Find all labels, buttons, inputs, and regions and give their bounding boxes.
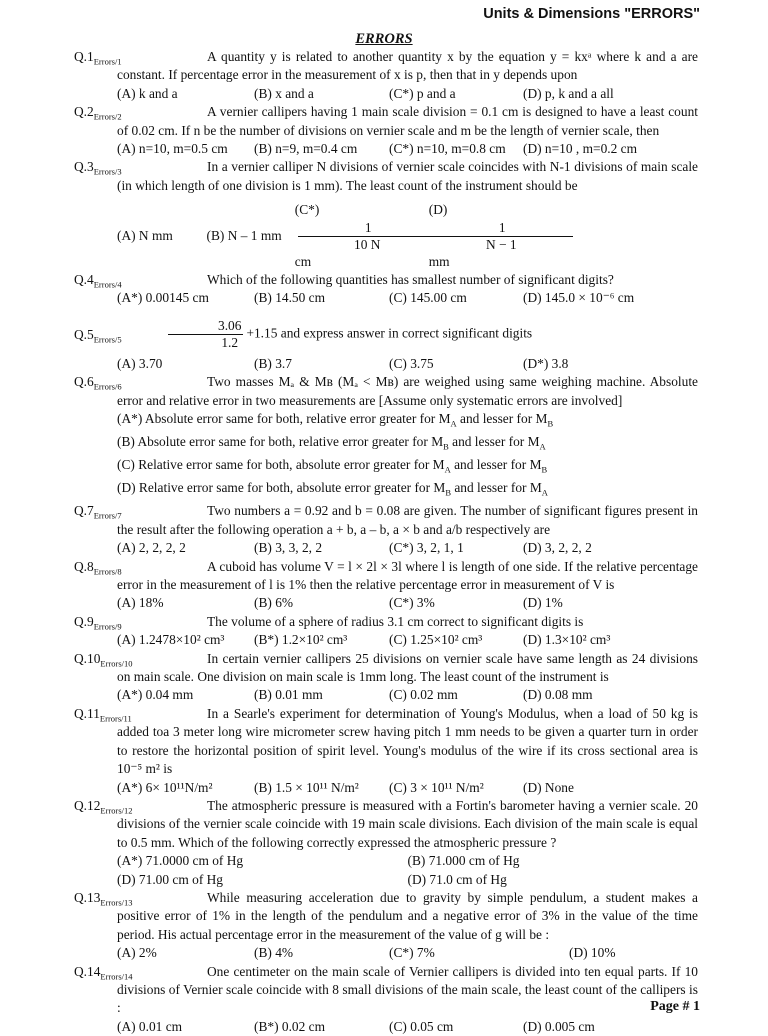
option-b: (B) n=9, m=0.4 cm	[254, 141, 358, 157]
option-d: (D) Relative error same for both, absolute error greater for $M_B$ and lesser for $M_A$	[117, 480, 548, 498]
option-d: (D) 1%	[523, 595, 563, 611]
option-c: (C*) 7%	[389, 945, 435, 961]
question-7	[74, 502, 698, 557]
option-c: (C) 1.25×10² cm³	[389, 632, 483, 648]
option-c: (C) 3.75	[389, 355, 434, 371]
option-d: (D) $\frac{1}{N - 1}$ mm	[429, 201, 698, 271]
question-stem: A vernier callipers having 1 main scale division = 0.1 cm is designed to have a least count of 0.02 cm. If n be the number of divisions on vernier scale and m be the length of vernier scale, then	[117, 104, 698, 138]
question-stem: A cuboid has volume V = l × 2l × 3l where l is length of one side. If the relative percentage error in the measurement of l is 1% then the relative percentage error in measurement of V is	[117, 558, 698, 593]
option-a: (A*) 71.0000 cm of Hg	[117, 853, 244, 869]
option-c: (C*) 3, 2, 1, 1	[389, 540, 464, 556]
option-b: (B) Absolute error same for both, relative error greater for $M_B$ and lesser for $M_A$	[117, 434, 546, 452]
question-stem: In certain vernier callipers 25 divisions on vernier scale have same length as 24 divisions on main scale. One division on main scale is 1mm long. The least count of the instrument is	[117, 650, 698, 685]
question-stem: In a Searle's experiment for determination of Young's Modulus, when a load of 50 kg is added toa 3 meter long wire micrometer screw having pitch 1 mm needs to be given a quarter turn in order to restore the horizontal position of spirit level. Young's modulus of the wire if its cross sectional area is 10⁻⁵ m² is	[117, 705, 698, 777]
option-b: (B) 71.000 cm of Hg	[407, 853, 520, 869]
question-3	[74, 158, 698, 271]
option-d: (D*) 3.8	[523, 355, 569, 371]
question-number: $Q.12_{Errors/12}$	[74, 797, 133, 816]
question-stem: $\frac{3.06}{1.2}$ +1.15 and express answer in correct significant digits	[74, 318, 698, 351]
options-row	[74, 852, 698, 870]
option-b: (B) N – 1 mm	[206, 227, 282, 243]
question-5	[74, 308, 698, 373]
options-row	[74, 944, 698, 962]
question-number: $Q.9_{Errors/9}$	[74, 613, 122, 632]
option-a: (A) n=10, m=0.5 cm	[117, 141, 228, 157]
option-a: (A) 2%	[117, 945, 157, 961]
question-stem: Two masses Mₐ & Mʙ (Mₐ < Mʙ) are weighed using same weighing machine. Absolute error and relative error in two measurements are [Assume only systematic errors are involved]	[117, 374, 698, 408]
options-row	[74, 686, 698, 704]
question-stem: One centimeter on the main scale of Vernier callipers is divided into ten equal parts. If 10 divisions of Vernier scale coincide with 8 small divisions of the main scale, the least count of the callipers is :	[117, 963, 698, 1016]
options-row	[74, 289, 698, 307]
question-stem: Two numbers a = 0.92 and b = 0.08 are given. The number of significant figures present in the result after the following operation a + b, a – b, a × b and a/b respectively are	[117, 503, 698, 537]
option-d: (D) 10%	[569, 945, 616, 961]
question-13	[74, 889, 698, 963]
option-c: (C*) n=10, m=0.8 cm	[389, 141, 506, 157]
question-stem: The volume of a sphere of radius 3.1 cm correct to significant digits is	[207, 613, 584, 629]
option-a: (A) 2, 2, 2, 2	[117, 540, 186, 556]
question-8	[74, 558, 698, 613]
question-stem: A quantity y is related to another quantity x by the equation y = kxᵃ where k and a are constant. If percentage error in the measurement of x is p, then that in y depends upon	[117, 49, 698, 83]
fraction: $\frac{3.06}{1.2}$	[168, 318, 243, 351]
question-10	[74, 650, 698, 705]
option-d: (D) 0.08 mm	[523, 687, 593, 703]
option-a: (A) 3.70	[117, 355, 163, 371]
option-c: (C) 145.00 cm	[389, 290, 467, 306]
option-b: (B) 14.50 cm	[254, 290, 326, 306]
question-1	[74, 48, 698, 103]
option-a: (A*) 6× 10¹¹N/m²	[117, 779, 213, 795]
options-row	[74, 539, 698, 557]
question-12	[74, 797, 698, 889]
options-row	[74, 140, 698, 158]
option-a: (A) 0.01 cm	[117, 1018, 183, 1034]
question-stem: Which of the following quantities has smallest number of significant digits?	[207, 272, 614, 288]
question-11	[74, 705, 698, 797]
option-d: (D) n=10 , m=0.2 cm	[523, 141, 638, 157]
option-c: (C) 0.02 mm	[389, 687, 458, 703]
option-c: (C*) $\frac{1}{10 N}$ cm	[295, 201, 429, 271]
options-row	[74, 1018, 698, 1036]
question-number: $Q.2_{Errors/2}$	[74, 104, 122, 122]
page-number: Page # 1	[650, 999, 700, 1014]
options-row	[74, 631, 698, 649]
options-row	[74, 594, 698, 612]
option-d: (D) 0.005 cm	[523, 1018, 595, 1034]
question-number: $Q.1_{Errors/1}$	[74, 49, 122, 67]
question-number: $Q.3_{Errors/3}$	[74, 159, 122, 178]
option-c: (C*) 3%	[389, 595, 435, 611]
option-b: (B) 1.5 × 10¹¹ N/m²	[254, 779, 359, 795]
option-b: (B) 3.7	[254, 355, 292, 371]
option-a: (A*) 0.04 mm	[117, 687, 194, 703]
option-b: (B) 6%	[254, 595, 294, 611]
option-a: (A) 1.2478×10² cm³	[117, 632, 225, 648]
option-a: (A) N mm	[117, 227, 173, 243]
question-stem: In a vernier calliper N divisions of vernier scale coincides with N-1 divisions of main scale (in which length of one division is 1 mm). The least count of the instrument should be	[117, 159, 698, 193]
option-c: (C) Relative error same for both, absolute error greater for $M_A$ and lesser for $M_B$	[117, 457, 548, 475]
question-2	[74, 103, 698, 158]
question-number: $Q.11_{Errors/11}$	[74, 705, 132, 724]
question-stem: The atmospheric pressure is measured with a Fortin's barometer having a vernier scale. 20 divisions of the vernier scale coincide with 19 main scale divisions. Each division of the main scale is equal to 0.5 mm. Which of the following correctly expressed the atmospheric pressure ?	[117, 797, 698, 850]
fraction: $\frac{1}{10 N}$	[298, 220, 433, 253]
page-title: ERRORS	[355, 31, 413, 47]
option-d: (D) p, k and a all	[523, 85, 614, 101]
question-number: $Q.7_{Errors/7}$	[74, 503, 122, 522]
question-list	[74, 48, 698, 1036]
option-b: (B) 4%	[254, 945, 294, 961]
question-4	[74, 271, 698, 308]
options-row	[74, 195, 698, 271]
option-c: (C) 3 × 10¹¹ N/m²	[389, 779, 484, 795]
option-c: (D) 71.00 cm of Hg	[117, 871, 223, 887]
option-d: (D) 145.0 × 10⁻⁶ cm	[523, 290, 635, 306]
question-number: $Q.14_{Errors/14}$	[74, 963, 133, 982]
options-row	[74, 871, 698, 889]
option-d: (D) 1.3×10² cm³	[523, 632, 611, 648]
option-d: (D) 3, 2, 2, 2	[523, 540, 592, 556]
fraction: $\frac{1}{N - 1}$	[432, 220, 567, 253]
options-row	[74, 85, 698, 103]
option-d: (D) None	[523, 779, 574, 795]
option-b: (B) 3, 3, 2, 2	[254, 540, 323, 556]
option-a: (A*) Absolute error same for both, relative error greater for $M_A$ and lesser for $M_B$	[117, 411, 554, 429]
question-number: $Q.6_{Errors/6}$	[74, 374, 122, 392]
option-c: (C*) p and a	[389, 85, 456, 101]
question-number: $Q.5_{Errors/5}$	[74, 326, 122, 345]
question-number: $Q.13_{Errors/13}$	[74, 889, 133, 908]
question-6	[74, 373, 698, 502]
question-number: $Q.4_{Errors/4}$	[74, 272, 122, 290]
option-d: (D) 71.0 cm of Hg	[407, 871, 507, 887]
options-row	[74, 351, 698, 373]
question-stem: While measuring acceleration due to gravity by simple pendulum, a student makes a positive error of 1% in the length of the pendulum and a negative error of 3% in the value of the time period. His actual percentage error in the measurement of the value of g will be :	[117, 889, 698, 942]
running-header: Units & Dimensions "ERRORS"	[483, 6, 700, 22]
question-14	[74, 963, 698, 1036]
option-b: (B) 0.01 mm	[254, 687, 323, 703]
option-c: (C) 0.05 cm	[389, 1018, 454, 1034]
option-b: (B) x and a	[254, 85, 314, 101]
question-number: $Q.8_{Errors/8}$	[74, 558, 122, 577]
option-a: (A*) 0.00145 cm	[117, 290, 209, 306]
question-number: $Q.10_{Errors/10}$	[74, 650, 133, 669]
option-b: (B*) 0.02 cm	[254, 1018, 326, 1034]
option-b: (B*) 1.2×10² cm³	[254, 632, 348, 648]
option-a: (A) 18%	[117, 595, 164, 611]
question-9	[74, 613, 698, 650]
option-a: (A) k and a	[117, 85, 178, 101]
options-row	[74, 779, 698, 797]
